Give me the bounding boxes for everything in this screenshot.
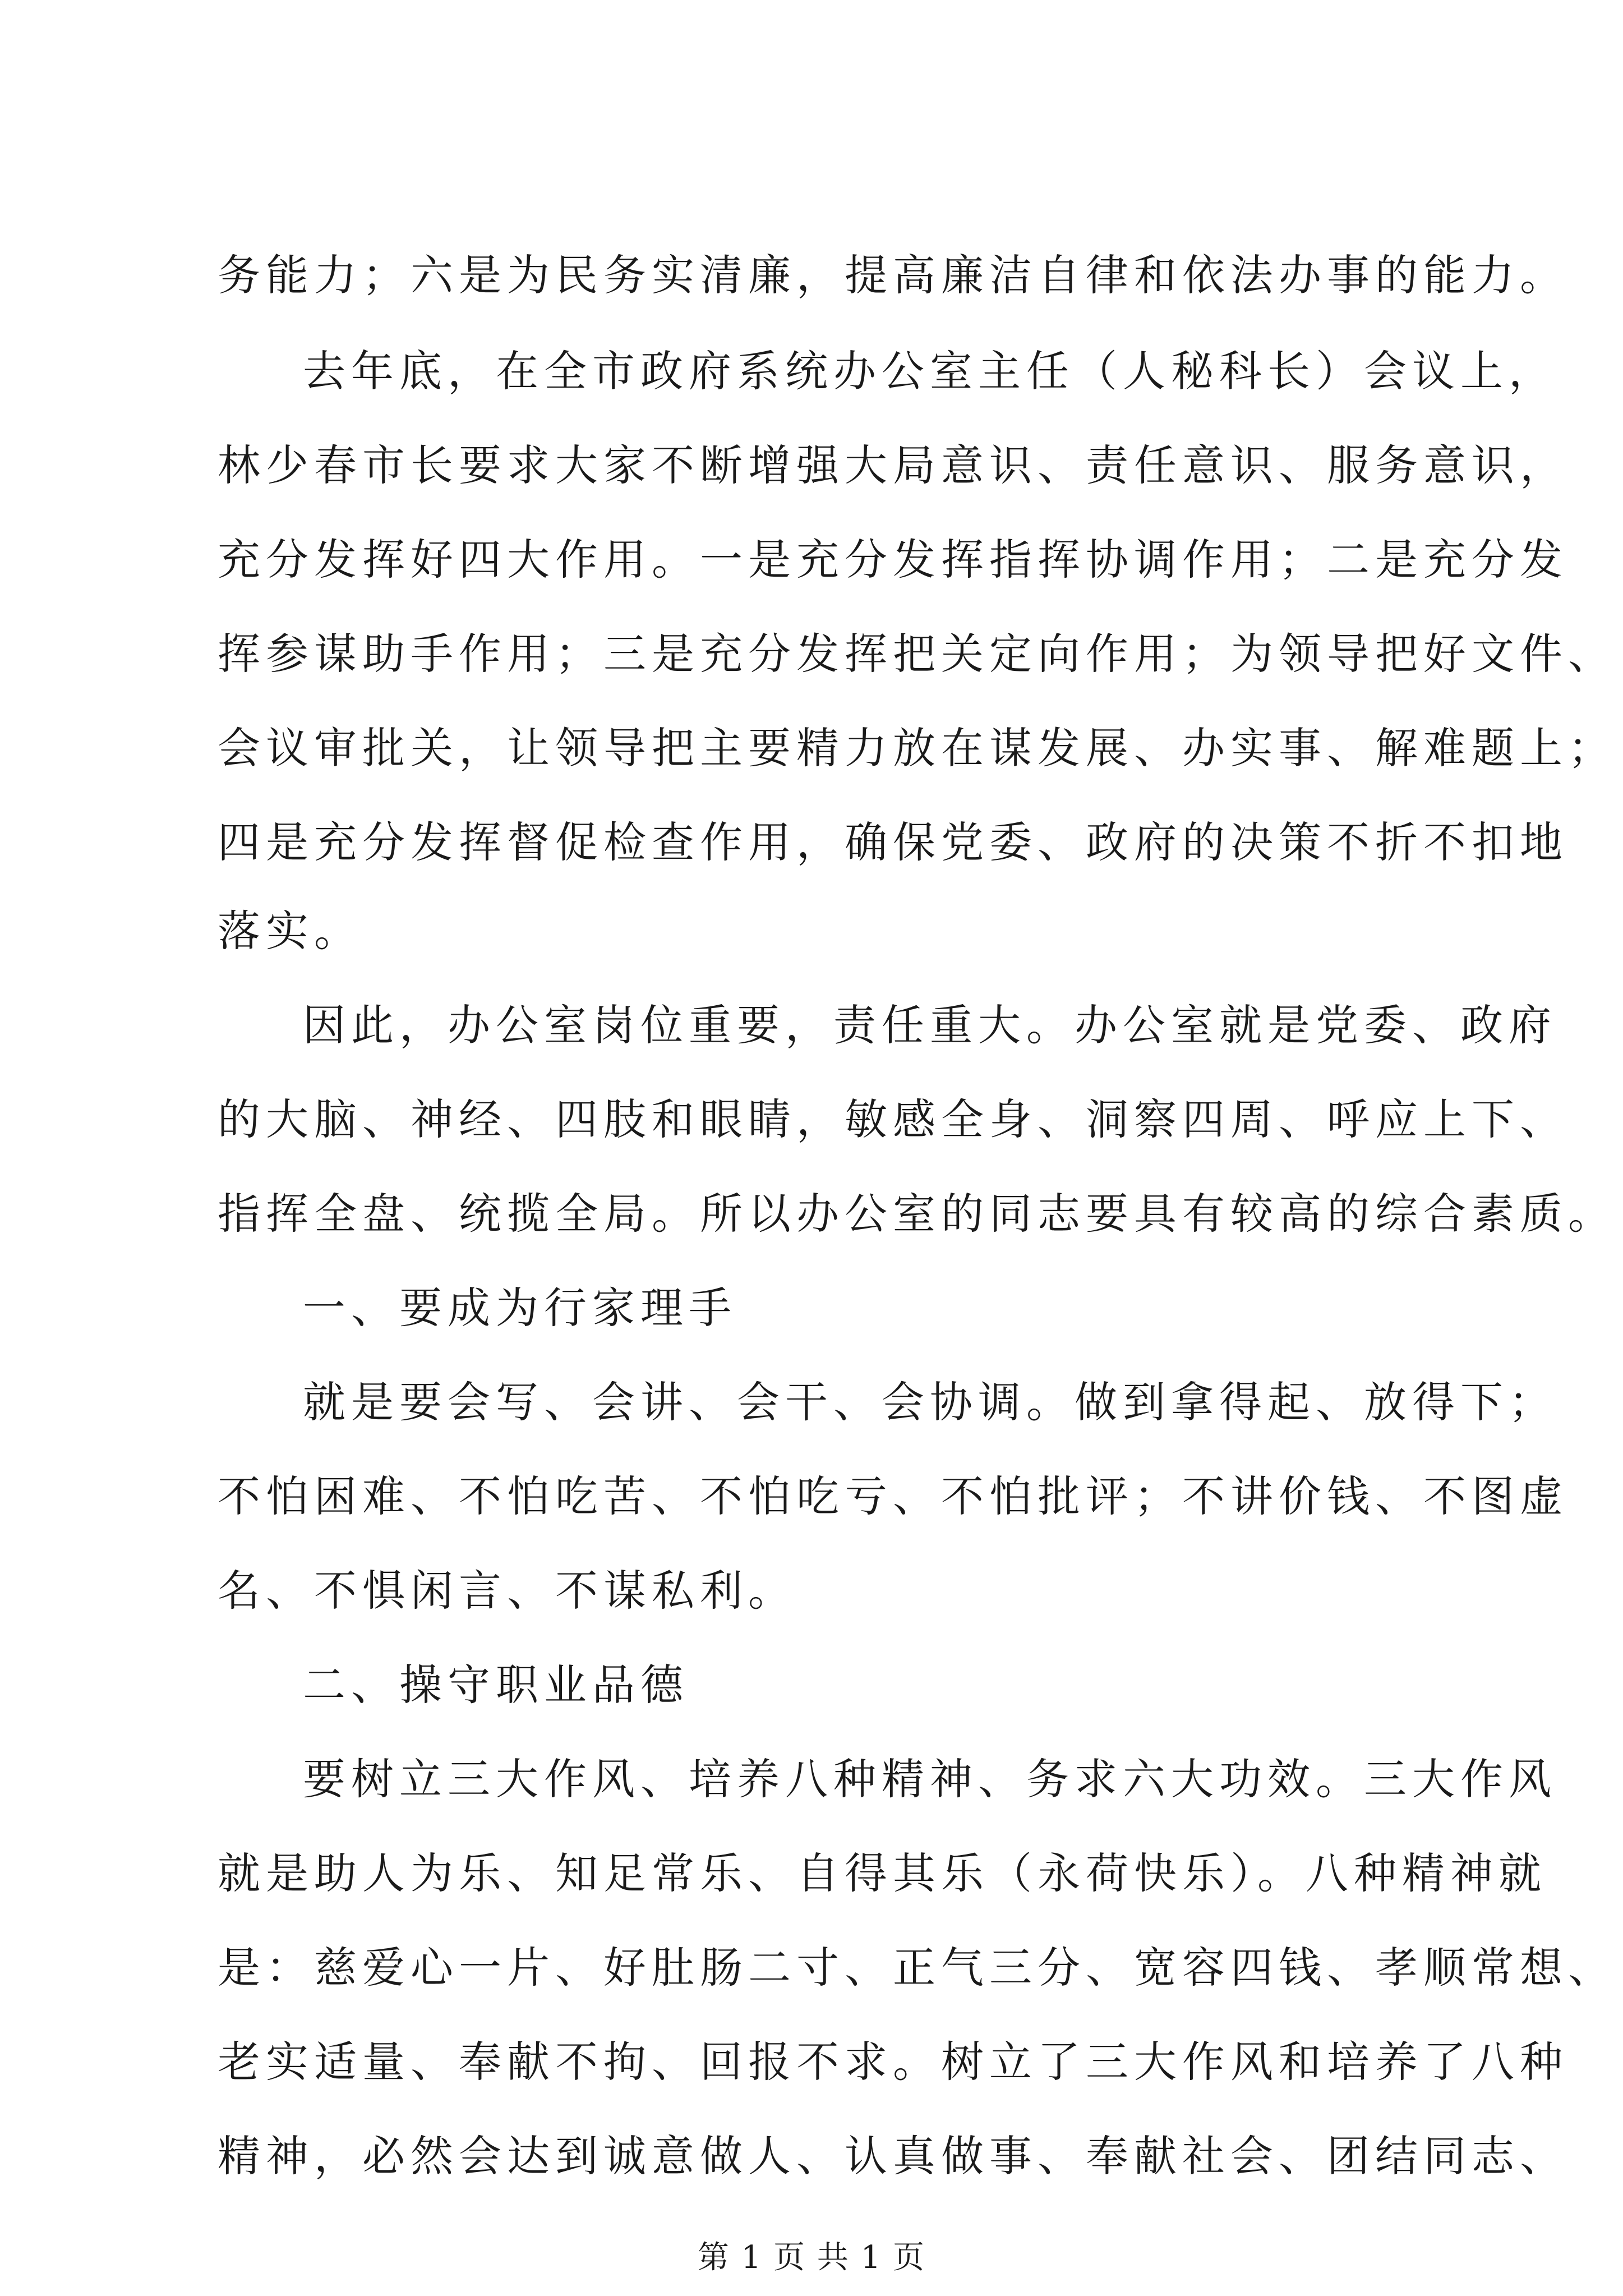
body-text-line: 就是助人为乐、知足常乐、自得其乐（永荷快乐）。八种精神就 (218, 1848, 1547, 1898)
paragraph-start-line: 就是要会写、会讲、会干、会协调。做到拿得起、放得下； (303, 1377, 1557, 1427)
body-text-line: 名、不惧闲言、不谋私利。 (218, 1566, 796, 1616)
body-text-line: 落实。 (218, 906, 362, 956)
paragraph-start-line: 去年底，在全市政府系统办公室主任（人秘科长）会议上， (303, 346, 1557, 396)
body-text-line: 的大脑、神经、四肢和眼睛，敏感全身、洞察四周、呼应上下、 (218, 1094, 1568, 1144)
body-text-line: 是：慈爱心一片、好肚肠二寸、正气三分、宽容四钱、孝顺常想、 (218, 1943, 1616, 1993)
section-heading: 一、要成为行家理手 (303, 1283, 737, 1333)
body-text-line: 充分发挥好四大作用。一是充分发挥指挥协调作用；二是充分发 (218, 535, 1568, 585)
paragraph-start-line: 要树立三大作风、培养八种精神、务求六大功效。三大作风 (303, 1754, 1557, 1804)
body-text-line: 老实适量、奉献不拘、回报不求。树立了三大作风和培养了八种 (218, 2037, 1568, 2087)
body-text-line: 挥参谋助手作用；三是充分发挥把关定向作用；为领导把好文件、 (218, 629, 1616, 679)
page-footer: 第 1 页 共 1 页 (697, 2239, 926, 2276)
body-text-line: 会议审批关，让领导把主要精力放在谋发展、办实事、解难题上； (218, 723, 1616, 773)
body-text-line: 不怕困难、不怕吃苦、不怕吃亏、不怕批评；不讲价钱、不图虚 (218, 1471, 1568, 1521)
body-text-line: 林少春市长要求大家不断增强大局意识、责任意识、服务意识， (218, 440, 1568, 490)
body-text-line: 精神，必然会达到诚意做人、认真做事、奉献社会、团结同志、 (218, 2131, 1568, 2181)
body-text-line: 务能力；六是为民务实清廉，提高廉洁自律和依法办事的能力。 (218, 250, 1568, 300)
body-text-line: 四是充分发挥督促检查作用，确保党委、政府的决策不折不扣地 (218, 817, 1568, 867)
body-text-line: 指挥全盘、统揽全局。所以办公室的同志要具有较高的综合素质。 (218, 1189, 1616, 1239)
paragraph-start-line: 因此，办公室岗位重要，责任重大。办公室就是党委、政府 (303, 1000, 1557, 1050)
section-heading: 二、操守职业品德 (303, 1660, 689, 1710)
